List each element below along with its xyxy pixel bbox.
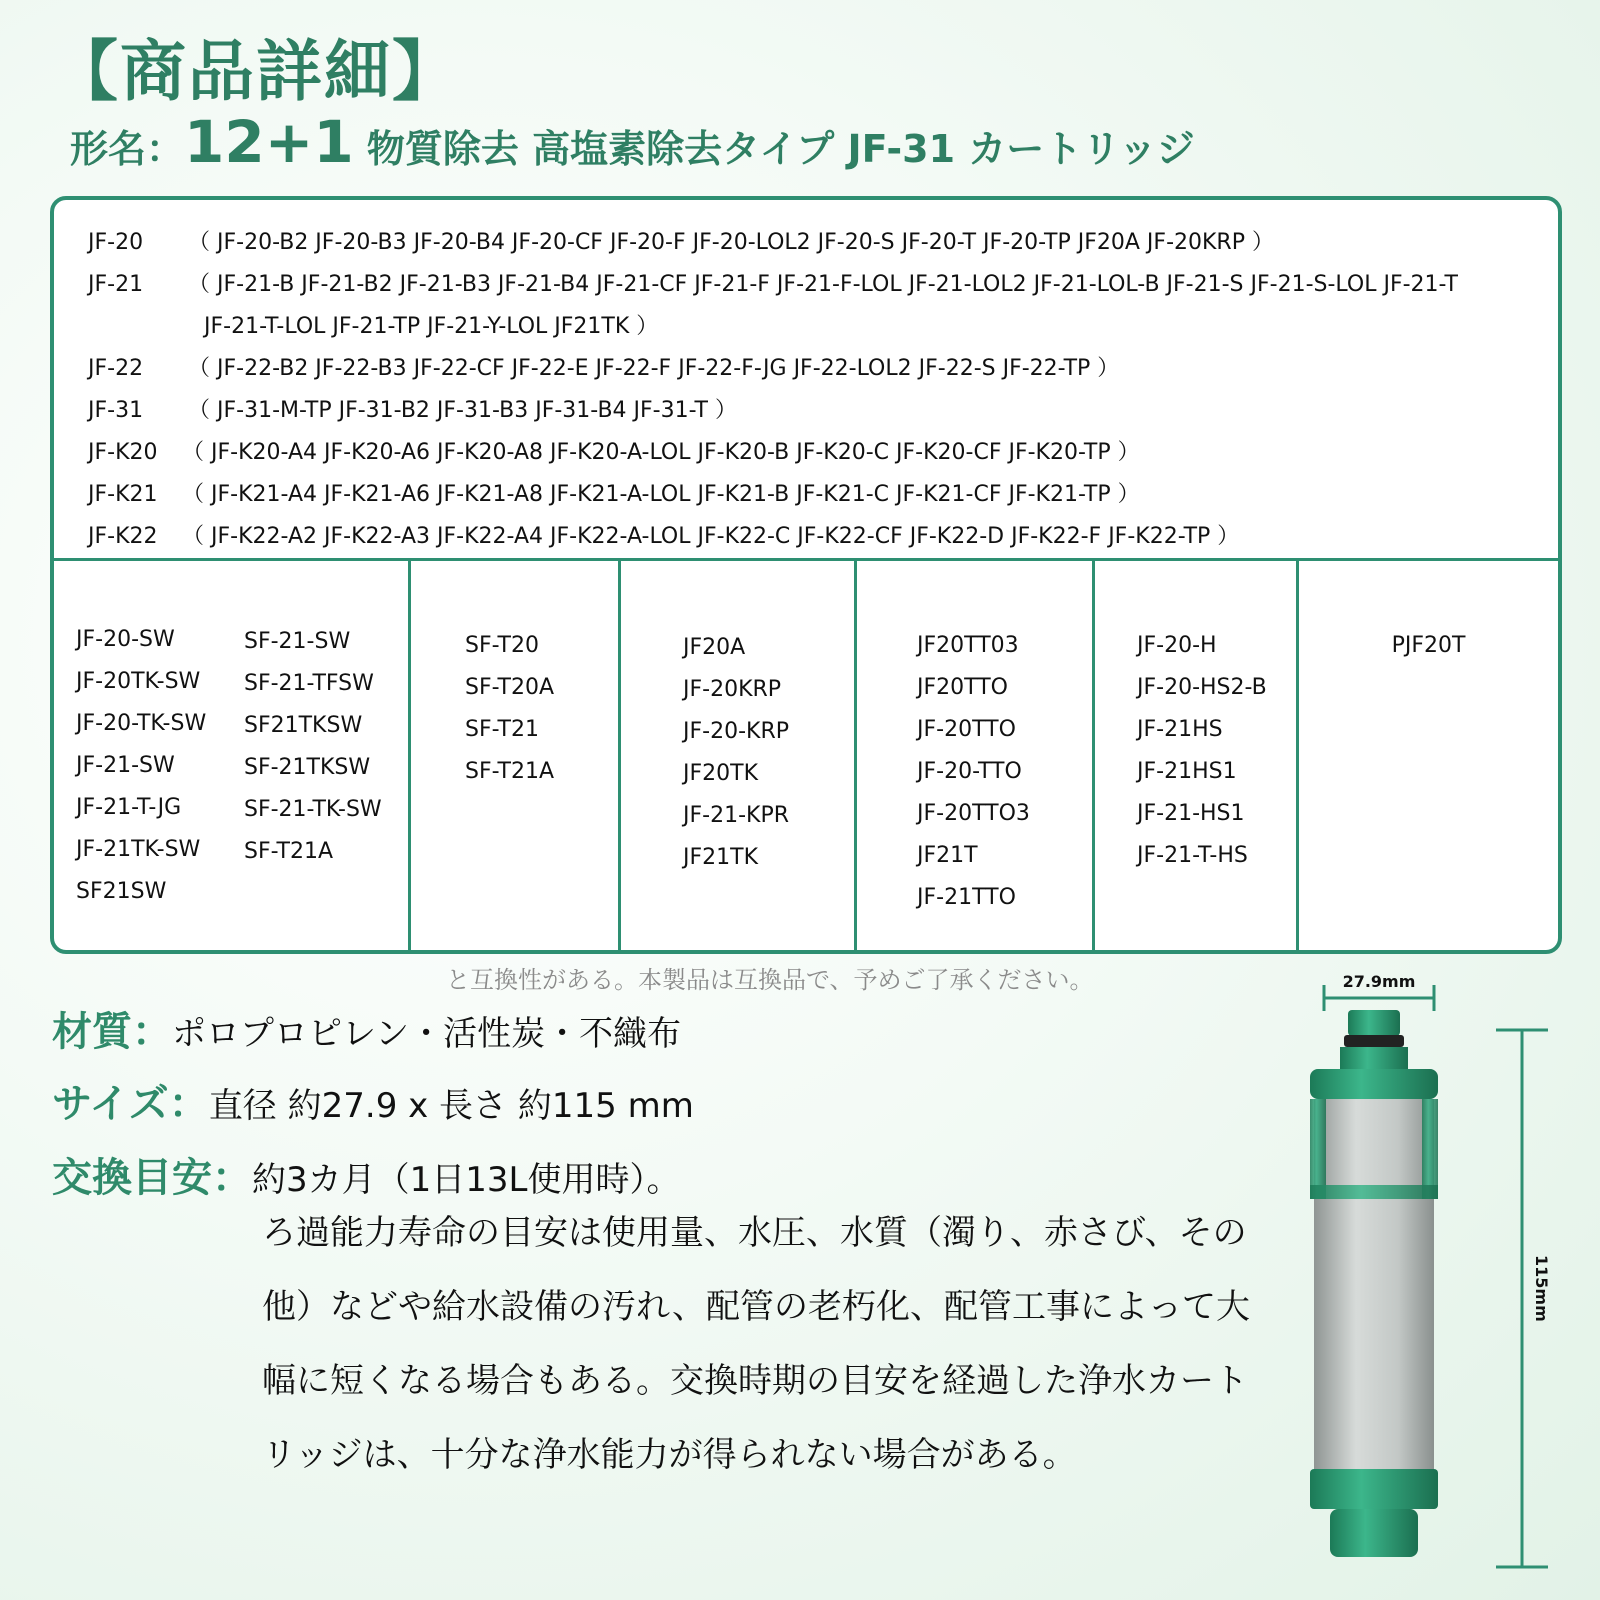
compat-row xyxy=(88,474,1538,516)
compat-models: JF-21-T-LOL JF-21-TP JF-21-Y-LOL JF21TK ） xyxy=(204,314,659,339)
model-item: JF-21-SW xyxy=(76,753,175,778)
model-item: JF-21HS xyxy=(1137,717,1223,742)
compat-models: （ JF-21-B JF-21-B2 JF-21-B3 JF-21-B4 JF-21-CF JF-21-F JF-21-F-LOL JF-21-LOL2 JF-21-LOL-B JF-21-S JF-21-S-LOL JF-21-T xyxy=(188,272,1458,297)
model-column xyxy=(621,561,857,950)
cartridge-illustration xyxy=(1300,975,1580,1595)
model-item: JF-21-T-JG xyxy=(76,795,182,820)
model-item: JF-21TK-SW xyxy=(76,837,201,862)
compat-models: （ JF-K21-A4 JF-K21-A6 JF-K21-A8 JF-K21-A-LOL JF-K21-B JF-K21-C JF-K21-CF JF-K21-TP ） xyxy=(182,482,1140,507)
compat-row xyxy=(88,348,1538,390)
model-item: JF20TT03 xyxy=(917,633,1019,658)
model-item: JF21T xyxy=(917,843,978,868)
model-item: JF-20-SW xyxy=(76,627,175,652)
compat-series: JF-20 xyxy=(88,230,144,255)
replacement-label: 交換目安： xyxy=(52,1155,252,1201)
compat-series: JF-31 xyxy=(88,398,144,423)
model-item: SF21TKSW xyxy=(244,713,363,738)
compat-series: JF-K20 xyxy=(88,440,158,465)
compat-series: JF-21 xyxy=(88,272,144,297)
model-item: JF-21-T-HS xyxy=(1137,843,1248,868)
model-item: PJF20T xyxy=(1391,633,1466,658)
model-item: JF-20TTO3 xyxy=(917,801,1030,826)
replacement-detail: ろ過能力寿命の目安は使用量、水圧、水質（濁り、赤さび、その他）などや給水設備の汚れ、配管の老朽化、配管工事によって大幅に短くなる場合もある。交換時期の目安を経過した浄水カートリッジは、十分な浄水能力が得られない場合がある。 xyxy=(262,1213,1251,1475)
model-item: JF-20-H xyxy=(1137,633,1217,658)
compat-models: （ JF-31-M-TP JF-31-B2 JF-31-B3 JF-31-B4 JF-31-T ） xyxy=(188,398,737,423)
spec-replacement xyxy=(52,1146,680,1203)
compat-row xyxy=(88,432,1538,474)
model-item: JF-20-HS2-B xyxy=(1137,675,1267,700)
compat-series: JF-K21 xyxy=(88,482,158,507)
model-item: SF-21-TFSW xyxy=(244,671,374,696)
page-title: 【商品詳細】 xyxy=(52,33,460,110)
model-item: JF-21TTO xyxy=(917,885,1016,910)
size-value: 直径 約27.9 x 長さ 約115 mm xyxy=(208,1086,694,1126)
compat-models: （ JF-20-B2 JF-20-B3 JF-20-B4 JF-20-CF JF-20-F JF-20-LOL2 JF-20-S JF-20-T JF-20-TP JF20A JF-20KRP ） xyxy=(188,230,1274,255)
model-item: JF20TTO xyxy=(917,675,1008,700)
replacement-value: 約3カ月（1日13L使用時）。 xyxy=(252,1160,681,1200)
compat-row xyxy=(88,390,1538,432)
model-list xyxy=(465,625,618,793)
model-name-line xyxy=(70,108,1195,176)
material-label: 材質： xyxy=(52,1009,172,1055)
model-column xyxy=(1299,561,1558,950)
model-column xyxy=(411,561,621,950)
cartridge-body xyxy=(1310,1010,1438,1557)
model-item: JF-20-TK-SW xyxy=(76,711,207,736)
model-item: JF-20-KRP xyxy=(683,719,789,744)
model-item: SF21SW xyxy=(76,879,167,904)
model-list xyxy=(1299,625,1558,667)
compat-series: JF-K22 xyxy=(88,524,158,549)
model-list xyxy=(244,619,382,950)
model-item: JF20A xyxy=(683,635,746,660)
model-item: JF21TK xyxy=(683,845,759,870)
model-column xyxy=(857,561,1095,950)
compat-row xyxy=(88,222,1538,264)
compat-models: （ JF-K20-A4 JF-K20-A6 JF-K20-A8 JF-K20-A-LOL JF-K20-B JF-K20-C JF-K20-CF JF-K20-TP ） xyxy=(182,440,1140,465)
compat-list xyxy=(88,222,1538,558)
model-item: JF20TK xyxy=(683,761,759,786)
model-item: JF-20TK-SW xyxy=(76,669,201,694)
model-list xyxy=(1137,625,1296,877)
model-columns xyxy=(54,561,1558,950)
compat-row-continued xyxy=(88,306,1538,348)
model-item: SF-21-SW xyxy=(244,629,351,654)
model-item: JF-20TTO xyxy=(917,717,1016,742)
model-item: JF-21-HS1 xyxy=(1137,801,1245,826)
model-item: SF-T20 xyxy=(465,633,539,658)
model-item: SF-T21 xyxy=(465,717,539,742)
model-list xyxy=(917,625,1092,919)
model-item: JF-21-KPR xyxy=(683,803,789,828)
model-item: SF-21TKSW xyxy=(244,755,371,780)
spec-material xyxy=(52,1000,681,1057)
model-description: 物質除去 高塩素除去タイプ JF-31 カートリッジ xyxy=(353,127,1195,171)
model-column xyxy=(54,561,411,950)
model-item: JF-20KRP xyxy=(683,677,782,702)
compat-models: （ JF-22-B2 JF-22-B3 JF-22-CF JF-22-E JF-22-F JF-22-F-JG JF-22-LOL2 JF-22-S JF-22-TP ） xyxy=(188,356,1120,381)
height-label: 115mm xyxy=(1532,1255,1551,1322)
compatibility-note: と互換性がある。本製品は互換品で、予めご了承ください。 xyxy=(446,966,1094,994)
model-list xyxy=(76,619,244,950)
size-label: サイズ： xyxy=(52,1081,209,1127)
compatibility-card xyxy=(50,196,1562,954)
model-list xyxy=(683,627,854,879)
compat-models: （ JF-K22-A2 JF-K22-A3 JF-K22-A4 JF-K22-A-LOL JF-K22-C JF-K22-CF JF-K22-D JF-K22-F JF-K22-TP ） xyxy=(182,524,1240,549)
model-item: SF-21-TK-SW xyxy=(244,797,382,822)
material-value: ポロプロピレン・活性炭・不織布 xyxy=(172,1014,682,1054)
model-item: SF-T20A xyxy=(465,675,555,700)
model-prefix: 形名： xyxy=(70,127,185,171)
model-item: SF-T21A xyxy=(465,759,555,784)
model-item: JF-21HS1 xyxy=(1137,759,1237,784)
model-item: JF-20-TTO xyxy=(917,759,1022,784)
compat-row xyxy=(88,516,1538,558)
spec-size xyxy=(52,1072,694,1129)
compat-row xyxy=(88,264,1538,306)
model-item: SF-T21A xyxy=(244,839,334,864)
width-label: 27.9mm xyxy=(1342,975,1416,991)
model-column xyxy=(1095,561,1299,950)
compat-series: JF-22 xyxy=(88,356,144,381)
model-count: 12+1 xyxy=(184,108,354,176)
